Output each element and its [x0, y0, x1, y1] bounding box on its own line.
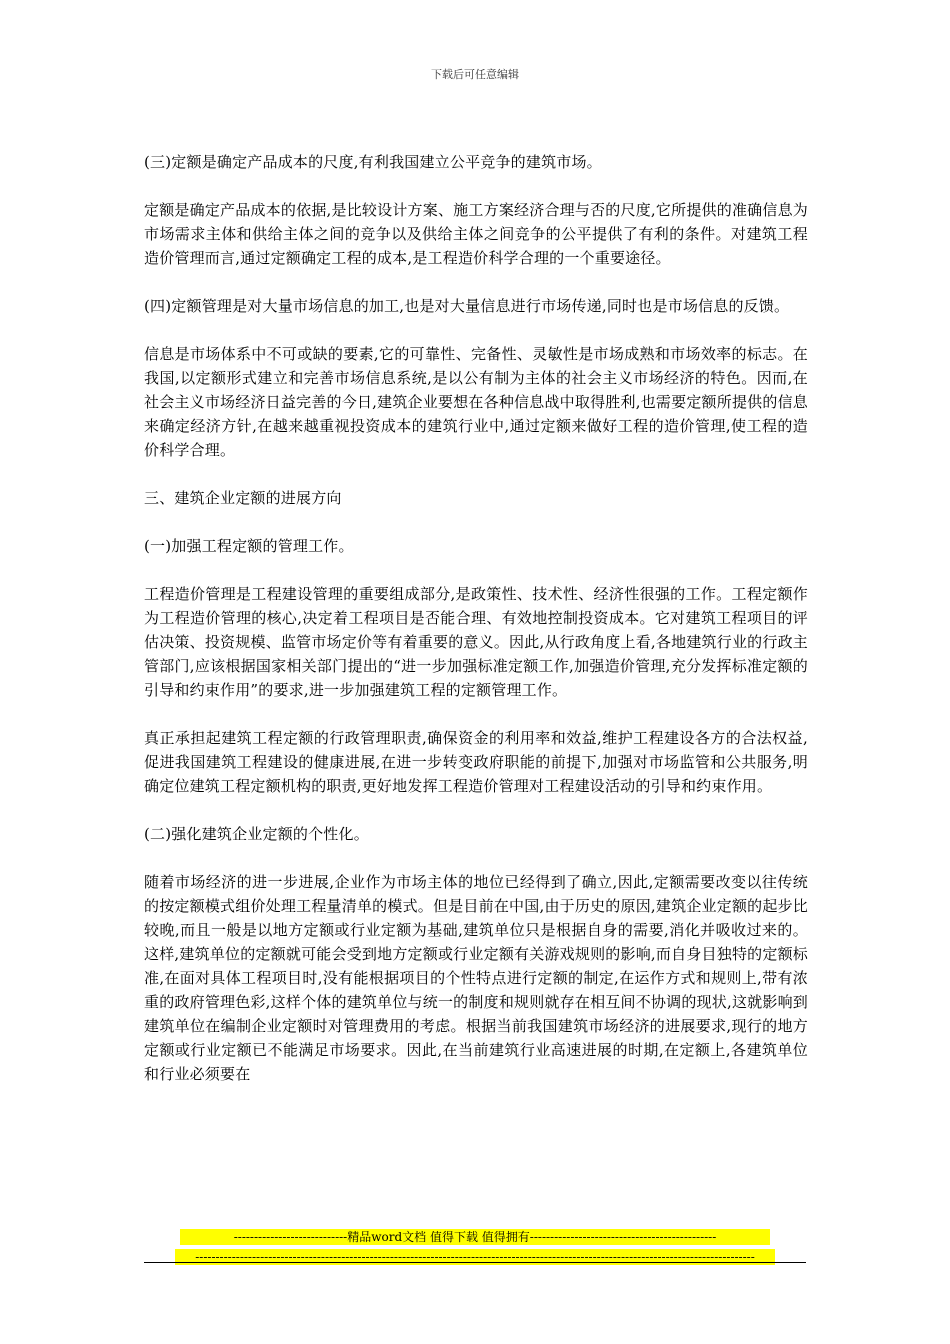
heading-2-individualization: (二)强化建筑企业定额的个性化。 [144, 825, 369, 843]
paragraph-cost-management: 工程造价管理是工程建设管理的重要组成部分,是政策性、技术性、经济性很强的工作。工程定额作为工程造价管理的核心,决定着工程项目是否能合理、有效地控制投资成本。它对建筑工程项目的评估决策、投资规模、监管市场定价等有着重要的意义。因此,从行政角度上看,各地建筑行业的行政主管部门,应该根据国家相关部门提出的“进一步加强标准定额工作,加强造价管理,充分发挥标准定额的引导和约束作用”的要求,进一步加强建筑工程的定额管理工作。 [144, 585, 808, 699]
paragraph-cost-basis: 定额是确定产品成本的依据,是比较设计方案、施工方案经济合理与否的尺度,它所提供的准确信息为市场需求主体和供给主体之间的竞争以及供给主体之间竞争的公平提供了有利的条件。对建筑工程造价管理而言,通过定额确定工程的成本,是工程造价科学合理的一个重要途径。 [144, 201, 808, 267]
section-heading-development: 三、建筑企业定额的进展方向 [144, 489, 342, 507]
document-body [144, 150, 808, 1110]
footer-banner-line-2: ------------------------------------------------------------------------------------------------------------------------------------------ [175, 1249, 775, 1265]
paragraph-administrative-duty: 真正承担起建筑工程定额的行政管理职责,确保资金的利用率和效益,维护工程建设各方的合法权益,促进我国建筑工程建设的健康进展,在进一步转变政府职能的前提下,加强对市场监管和公共服务,明确定位建筑工程定额机构的职责,更好地发挥工程造价管理对工程建设活动的引导和约束作用。 [144, 729, 808, 795]
paragraph-information: 信息是市场体系中不可或缺的要素,它的可靠性、完备性、灵敏性是市场成熟和市场效率的标志。在我国,以定额形式建立和完善市场信息系统,是以公有制为主体的社会主义市场经济的特色。因而,在社会主义市场经济日益完善的今日,建筑企业要想在各种信息战中取得胜利,也需要定额所提供的信息来确定经济方针,在越来越重视投资成本的建筑行业中,通过定额来做好工程的造价管理,使工程的造价科学合理。 [144, 345, 808, 459]
heading-4-market-info: (四)定额管理是对大量市场信息的加工,也是对大量信息进行市场传递,同时也是市场信息的反馈。 [144, 297, 790, 315]
footer-divider [144, 1262, 806, 1263]
page-header: 下载后可任意编辑 [431, 68, 519, 81]
heading-1-management: (一)加强工程定额的管理工作。 [144, 537, 354, 555]
footer-banner [0, 1229, 950, 1269]
footer-banner-line-1: ----------------------------精品word文档 值得下载 值得拥有---------------------------------------------- [180, 1229, 770, 1245]
paragraph-market-economy: 随着市场经济的进一步进展,企业作为市场主体的地位已经得到了确立,因此,定额需要改变以往传统的按定额模式组价处理工程量清单的模式。但是目前在中国,由于历史的原因,建筑企业定额的起步比较晚,而且一般是以地方定额或行业定额为基础,建筑单位只是根据自身的需要,消化并吸收过来的。这样,建筑单位的定额就可能会受到地方定额或行业定额有关游戏规则的影响,而自身目独特的定额标准,在面对具体工程项目时,没有能根据项目的个性特点进行定额的制定,在运作方式和规则上,带有浓重的政府管理色彩,这样个体的建筑单位与统一的制度和规则就存在相互间不协调的现状,这就影响到建筑单位在编制企业定额时对管理费用的考虑。根据当前我国建筑市场经济的进展要求,现行的地方定额或行业定额已不能满足市场要求。因此,在当前建筑行业高速进展的时期,在定额上,各建筑单位和行业必须要在 [144, 873, 808, 1083]
heading-3-pricing-measure: (三)定额是确定产品成本的尺度,有利我国建立公平竞争的建筑市场。 [144, 153, 602, 171]
